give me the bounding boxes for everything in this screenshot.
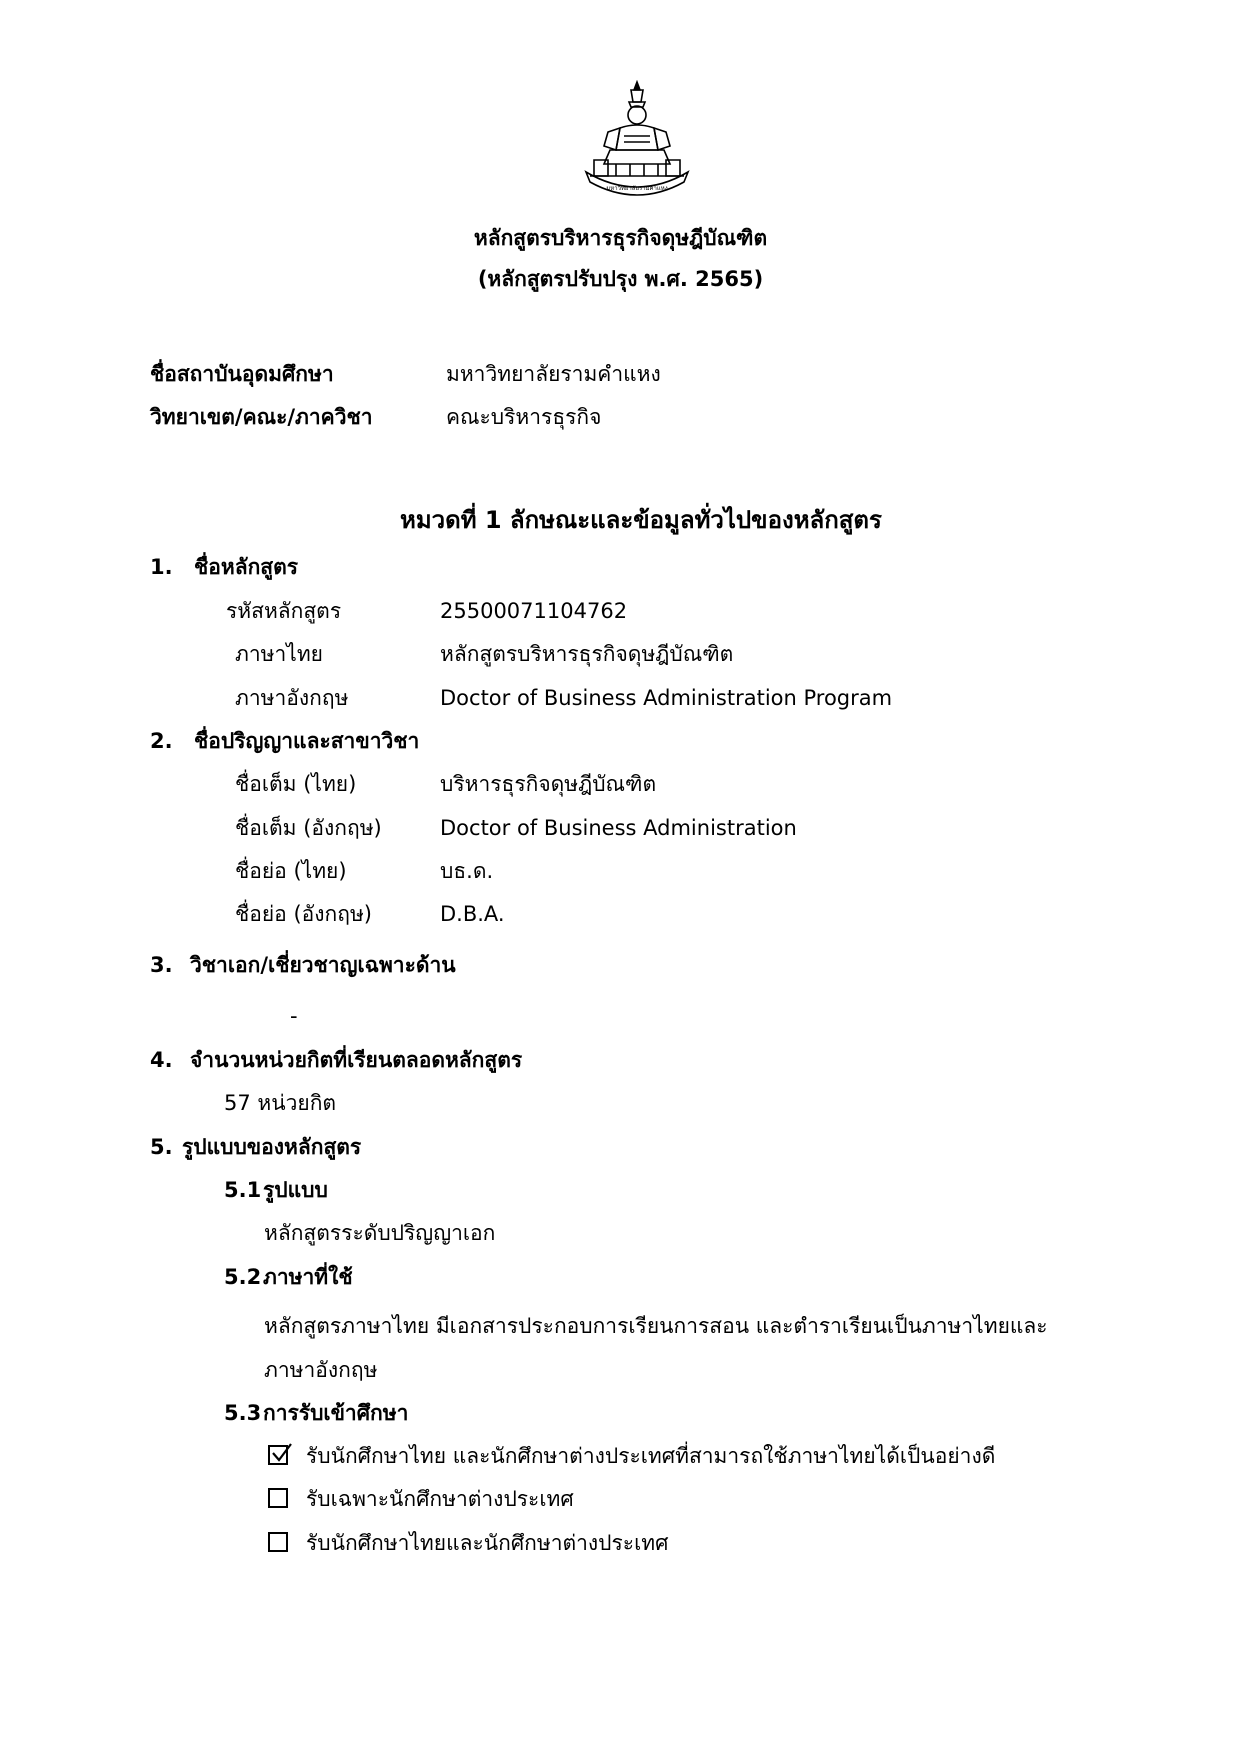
chapter-heading: หมวดที่ 1 ลักษณะและข้อมูลทั่วไปของหลักสูตร [400, 506, 882, 534]
admission-option-2-checkbox[interactable] [268, 1488, 288, 1508]
page-title: หลักสูตรบริหารธุรกิจดุษฎีบัณฑิต [473, 226, 768, 250]
section-2-title: ชื่อปริญญาและสาขาวิชา [194, 729, 420, 753]
name-english-label: ภาษาอังกฤษ [235, 686, 349, 710]
section-5-1-title: รูปแบบ [263, 1178, 328, 1202]
page-subtitle: (หลักสูตรปรับปรุง พ.ศ. 2565) [477, 267, 764, 291]
degree-full-thai-value: บริหารธุรกิจดุษฎีบัณฑิต [440, 772, 657, 796]
section-5-number: 5. [150, 1135, 173, 1159]
section-5-2-line-1: หลักสูตรภาษาไทย มีเอกสารประกอบการเรียนการสอน และตำราเรียนเป็นภาษาไทยและ [264, 1314, 1048, 1338]
section-5-2-number: 5.2 [224, 1265, 262, 1289]
section-1-number: 1. [150, 555, 173, 579]
admission-option-3-checkbox[interactable] [268, 1532, 288, 1552]
faculty-label: วิทยาเขต/คณะ/ภาควิชา [150, 405, 373, 429]
seal-caption: มหาวิทยาลัยรามคำแหง [606, 185, 668, 192]
degree-full-thai-label: ชื่อเต็ม (ไทย) [235, 772, 357, 796]
section-5-1-number: 5.1 [224, 1178, 262, 1202]
section-3-title: วิชาเอก/เชี่ยวชาญเฉพาะด้าน [190, 953, 456, 977]
checkmark-icon [269, 1441, 295, 1467]
section-4-number: 4. [150, 1048, 173, 1072]
institution-name-label: ชื่อสถาบันอุดมศึกษา [150, 362, 334, 386]
section-1-title: ชื่อหลักสูตร [194, 555, 299, 579]
admission-option-1-label: รับนักศึกษาไทย และนักศึกษาต่างประเทศที่สามารถใช้ภาษาไทยได้เป็นอย่างดี [306, 1444, 996, 1468]
section-3-number: 3. [150, 953, 173, 977]
faculty-value: คณะบริหารธุรกิจ [446, 405, 602, 429]
section-3-value: - [290, 1004, 298, 1028]
degree-abbr-thai-value: บธ.ด. [440, 859, 494, 883]
name-english-value: Doctor of Business Administration Program [440, 686, 893, 710]
section-5-title: รูปแบบของหลักสูตร [182, 1135, 362, 1159]
name-thai-value: หลักสูตรบริหารธุรกิจดุษฎีบัณฑิต [440, 642, 734, 666]
university-seal-logo [580, 80, 694, 198]
degree-abbr-english-value: D.B.A. [440, 902, 505, 926]
course-code-label: รหัสหลักสูตร [226, 599, 342, 623]
section-5-3-title: การรับเข้าศึกษา [263, 1401, 409, 1425]
course-code-value: 25500071104762 [440, 599, 628, 623]
degree-abbr-english-label: ชื่อย่อ (อังกฤษ) [235, 902, 372, 926]
admission-option-3-label: รับนักศึกษาไทยและนักศึกษาต่างประเทศ [306, 1531, 669, 1555]
section-5-1-text: หลักสูตรระดับปริญญาเอก [264, 1221, 496, 1245]
section-5-2-line-2: ภาษาอังกฤษ [264, 1358, 378, 1382]
degree-abbr-thai-label: ชื่อย่อ (ไทย) [235, 859, 347, 883]
name-thai-label: ภาษาไทย [235, 642, 323, 666]
section-5-2-title: ภาษาที่ใช้ [263, 1265, 353, 1289]
section-4-title: จำนวนหน่วยกิตที่เรียนตลอดหลักสูตร [190, 1048, 523, 1072]
degree-full-english-value: Doctor of Business Administration [440, 816, 797, 840]
admission-option-2-label: รับเฉพาะนักศึกษาต่างประเทศ [306, 1487, 574, 1511]
section-5-3-number: 5.3 [224, 1401, 262, 1425]
credit-total: 57 หน่วยกิต [224, 1091, 337, 1115]
admission-option-1-checkbox[interactable] [268, 1445, 288, 1465]
institution-name-value: มหาวิทยาลัยรามคำแหง [446, 362, 661, 386]
section-2-number: 2. [150, 729, 173, 753]
degree-full-english-label: ชื่อเต็ม (อังกฤษ) [235, 816, 382, 840]
